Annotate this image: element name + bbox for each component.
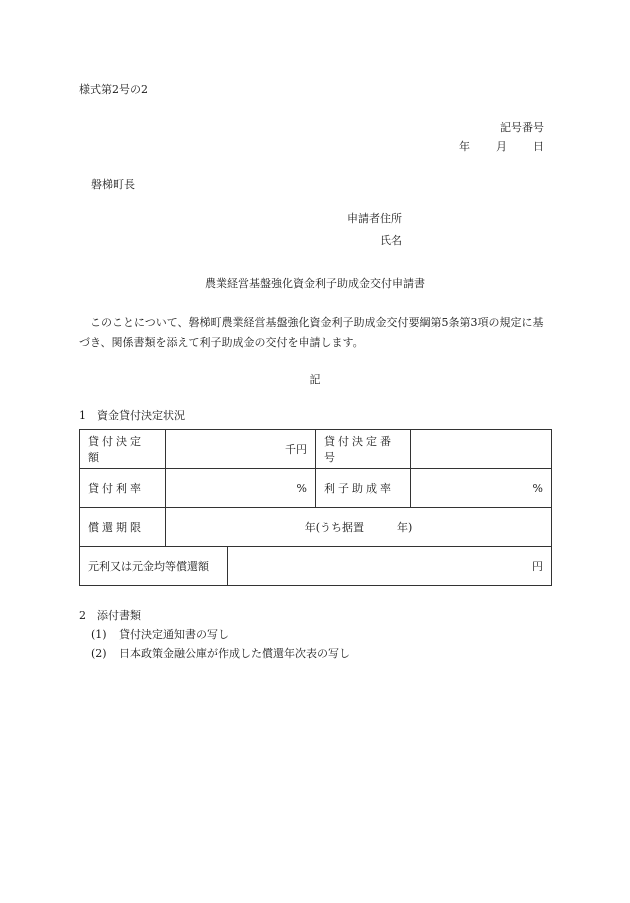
installment-label: 元利又は元金均等償還額 [80, 547, 228, 586]
ki-heading: 記 [309, 373, 321, 386]
applicant-name-label: 氏名 [380, 234, 402, 247]
loan-amount-cell: 千円 [166, 430, 316, 469]
loan-number-cell [411, 430, 552, 469]
body-text: このことについて、磐梯町農業経営基盤強化資金利子助成金交付要綱第5条第3項の規定に基づき、関係書類を添えて利子助成金の交付を申請します。 [79, 316, 544, 349]
repayment-period-label: 償還期限 [80, 508, 166, 547]
attachment-number: (1) [91, 628, 107, 641]
section1-title: 1 資金貸付決定状況 [79, 409, 185, 422]
date-year: 年 [459, 140, 470, 153]
attachment-number: (2) [91, 647, 107, 660]
repayment-period-cell: 年(うち据置 年) [166, 508, 552, 547]
date-line [459, 138, 544, 154]
loan-amount-label: 貸付決定額 [80, 430, 166, 469]
form-number: 様式第2号の2 [79, 83, 148, 96]
section2-title: 2 添付書類 [79, 609, 141, 622]
addressee: 磐梯町長 [91, 178, 135, 191]
document-title: 農業経営基盤強化資金利子助成金交付申請書 [205, 277, 425, 290]
subsidy-rate-label: 利子助成率 [316, 469, 411, 508]
table-row [80, 547, 552, 586]
table-row [80, 469, 552, 508]
table-row [80, 508, 552, 547]
attachment-text: 日本政策金融公庫が作成した償還年次表の写し [119, 647, 350, 660]
list-item [91, 645, 350, 661]
interest-rate-label: 貸付利率 [80, 469, 166, 508]
table-row [80, 430, 552, 469]
applicant-address-label: 申請者住所 [347, 212, 402, 225]
record-number-label: 記号番号 [500, 121, 544, 134]
list-item [91, 626, 229, 642]
attachment-text: 貸付決定通知書の写し [119, 628, 229, 641]
interest-rate-cell: % [166, 469, 316, 508]
date-month: 月 [496, 140, 507, 153]
subsidy-rate-cell: % [411, 469, 552, 508]
installment-cell: 円 [228, 547, 552, 586]
loan-number-label: 貸付決定番号 [316, 430, 411, 469]
date-day: 日 [533, 140, 544, 153]
loan-status-table [79, 429, 552, 586]
